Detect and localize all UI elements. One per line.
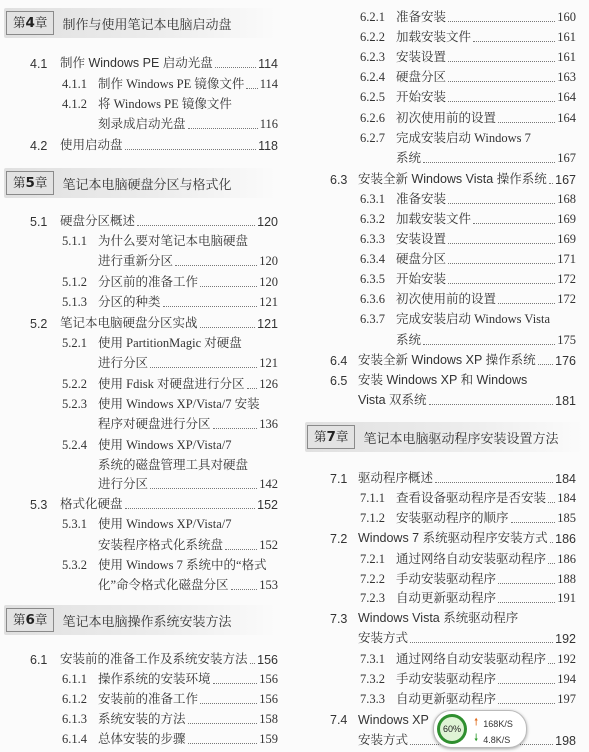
toc-entry[interactable] bbox=[360, 571, 576, 587]
toc-entry[interactable] bbox=[360, 311, 576, 327]
toc-entry-number: 7.3.3 bbox=[360, 692, 385, 706]
toc-entry-number: 7.3.1 bbox=[360, 652, 385, 666]
toc-entry-title: 分区的种类 bbox=[98, 295, 161, 309]
upload-arrow-icon: 🠕 bbox=[474, 717, 479, 728]
toc-entry[interactable] bbox=[62, 671, 278, 687]
toc-entry-title: 完成安装启动 Windows 7 bbox=[396, 131, 531, 145]
toc-entry[interactable] bbox=[30, 55, 278, 71]
dot-leader bbox=[548, 663, 555, 664]
toc-entry-page: 188 bbox=[557, 572, 576, 586]
toc-entry-title: 进行分区 bbox=[98, 477, 149, 491]
toc-entry-number: 6.3.7 bbox=[360, 312, 385, 326]
dot-leader bbox=[550, 542, 554, 543]
toc-entry[interactable] bbox=[396, 332, 576, 348]
dot-leader bbox=[125, 508, 256, 509]
toc-entry[interactable] bbox=[62, 437, 278, 453]
toc-entry[interactable] bbox=[360, 191, 576, 207]
toc-entry-title: 自动更新驱动程序 bbox=[396, 591, 497, 605]
toc-entry-title: 使用 Windows XP/Vista/7 bbox=[98, 438, 232, 452]
toc-entry-title: 查看设备驱动程序是否安装 bbox=[396, 491, 547, 505]
toc-entry[interactable] bbox=[360, 490, 576, 506]
toc-entry-number: 7.4 bbox=[330, 713, 348, 727]
toc-entry-page: 121 bbox=[259, 295, 278, 309]
toc-entry-number: 6.1.4 bbox=[62, 732, 87, 746]
toc-entry[interactable] bbox=[330, 372, 576, 388]
download-speed: 🠗 4.8K/S bbox=[474, 731, 510, 748]
toc-entry-page: 186 bbox=[555, 532, 576, 546]
toc-entry-page: 158 bbox=[259, 712, 278, 726]
toc-entry-title: 为什么要对笔记本电脑硬盘 bbox=[98, 234, 249, 248]
toc-entry-number: 6.3.6 bbox=[360, 292, 385, 306]
toc-entry-page: 184 bbox=[557, 491, 576, 505]
toc-entry-title: 加载安装文件 bbox=[396, 212, 472, 226]
toc-entry-title: 刻录成启动光盘 bbox=[98, 117, 186, 131]
chapter-title: 制作与使用笔记本电脑启动盘 bbox=[62, 17, 232, 33]
toc-entry-page: 153 bbox=[259, 578, 278, 592]
chapter-6-header bbox=[6, 605, 231, 635]
toc-entry-number: 5.2 bbox=[30, 317, 48, 331]
toc-entry-number: 5.2.1 bbox=[62, 336, 87, 350]
toc-entry[interactable] bbox=[330, 171, 576, 187]
toc-entry-title: 准备安装 bbox=[396, 10, 447, 24]
toc-entry[interactable] bbox=[62, 96, 278, 112]
dot-leader bbox=[246, 88, 257, 89]
dot-leader bbox=[215, 67, 256, 68]
toc-entry-title: 硬盘分区 bbox=[396, 70, 447, 84]
dot-leader bbox=[231, 589, 258, 590]
toc-entry-title: 手动安装驱动程序 bbox=[396, 672, 497, 686]
dot-leader bbox=[188, 128, 258, 129]
dot-leader bbox=[538, 364, 554, 365]
toc-entry[interactable] bbox=[360, 590, 576, 606]
toc-entry-title: 准备安装 bbox=[396, 192, 447, 206]
toc-entry-title: 化”命令格式化磁盘分区 bbox=[98, 578, 229, 592]
dot-leader bbox=[175, 265, 257, 266]
toc-entry-title: 驱动程序概述 bbox=[358, 471, 434, 485]
toc-entry-title: Windows Vista 系统驱动程序 bbox=[358, 611, 519, 625]
toc-entry-number: 6.1 bbox=[30, 653, 48, 667]
toc-entry-number: 6.2.2 bbox=[360, 30, 385, 44]
toc-entry-title: 安装全新 Windows XP 操作系统 bbox=[358, 353, 536, 367]
chapter-badge: 第4章 bbox=[6, 11, 54, 35]
toc-entry-title: 使用 Fdisk 对硬盘进行分区 bbox=[98, 377, 245, 391]
toc-entry-page: 192 bbox=[555, 632, 576, 646]
toc-entry-page: 120 bbox=[259, 275, 278, 289]
toc-entry-title: 使用 Windows 7 系统中的“格式 bbox=[98, 558, 267, 572]
toc-entry-title: 开始安装 bbox=[396, 90, 447, 104]
toc-entry[interactable] bbox=[330, 470, 576, 486]
toc-entry-number: 7.3 bbox=[330, 612, 348, 626]
dot-leader bbox=[250, 663, 256, 664]
toc-entry-number: 7.1.1 bbox=[360, 491, 385, 505]
dot-leader bbox=[200, 703, 257, 704]
toc-entry-title: 通过网络自动安装驱动程序 bbox=[396, 652, 547, 666]
toc-entry-number: 5.3.2 bbox=[62, 558, 87, 572]
toc-entry[interactable] bbox=[98, 416, 278, 432]
toc-entry-title: 加载安装文件 bbox=[396, 30, 472, 44]
toc-entry-page: 156 bbox=[257, 653, 278, 667]
toc-entry-page: 172 bbox=[557, 272, 576, 286]
toc-entry[interactable] bbox=[360, 69, 576, 85]
toc-entry[interactable] bbox=[360, 271, 576, 287]
toc-entry-title: 初次使用前的设置 bbox=[396, 111, 497, 125]
toc-entry-number: 6.3.3 bbox=[360, 232, 385, 246]
toc-entry-title: 完成安装启动 Windows Vista bbox=[396, 312, 551, 326]
toc-entry-number: 4.1.1 bbox=[62, 77, 87, 91]
toc-entry-title: 安装设置 bbox=[396, 50, 447, 64]
dot-leader bbox=[150, 367, 257, 368]
toc-entry-title: 使用启动盘 bbox=[60, 138, 123, 152]
dot-leader bbox=[200, 286, 257, 287]
toc-entry-title: 总体安装的步骤 bbox=[98, 732, 186, 746]
toc-entry[interactable] bbox=[62, 76, 278, 92]
toc-entry[interactable] bbox=[330, 352, 576, 368]
dot-leader bbox=[137, 225, 255, 226]
dot-leader bbox=[498, 602, 555, 603]
toc-entry[interactable] bbox=[360, 110, 576, 126]
toc-entry-page: 160 bbox=[557, 10, 576, 24]
toc-entry-title: 手动安装驱动程序 bbox=[396, 572, 497, 586]
toc-entry[interactable] bbox=[396, 150, 576, 166]
toc-entry-number: 6.3 bbox=[330, 173, 348, 187]
toc-entry-page: 161 bbox=[557, 30, 576, 44]
dot-leader bbox=[213, 428, 258, 429]
toc-entry[interactable] bbox=[360, 510, 576, 526]
toc-entry-title: Windows XP bbox=[358, 713, 429, 727]
toc-entry-title: 安装驱动程序的顺序 bbox=[396, 511, 509, 525]
toc-entry-title: 使用 Windows XP/Vista/7 bbox=[98, 517, 232, 531]
toc-entry-title: 安装全新 Windows Vista 操作系统 bbox=[358, 172, 547, 186]
download-arrow-icon: 🠗 bbox=[474, 733, 479, 744]
toc-entry-page: 114 bbox=[258, 57, 278, 71]
chapter-7-header bbox=[307, 422, 558, 452]
toc-entry-page: 120 bbox=[257, 215, 278, 229]
toc-entry[interactable] bbox=[30, 137, 278, 153]
toc-entry[interactable] bbox=[62, 731, 278, 747]
dot-leader bbox=[448, 263, 555, 264]
chapter-title: 笔记本电脑硬盘分区与格式化 bbox=[62, 177, 232, 193]
toc-entry-page: 136 bbox=[259, 417, 278, 431]
toc-entry[interactable] bbox=[330, 610, 576, 626]
toc-entry-number: 5.2.2 bbox=[62, 377, 87, 391]
toc-entry-number: 6.2.5 bbox=[360, 90, 385, 104]
toc-entry-title: 安装前的准备工作 bbox=[98, 692, 199, 706]
toc-entry-title: Vista 双系统 bbox=[358, 393, 427, 407]
toc-entry-number: 5.3 bbox=[30, 498, 48, 512]
toc-entry-number: 6.3.5 bbox=[360, 272, 385, 286]
toc-entry-number: 5.1 bbox=[30, 215, 48, 229]
toc-entry-title: 安装 Windows XP 和 Windows bbox=[358, 373, 528, 387]
toc-entry-page: 116 bbox=[259, 117, 278, 131]
dot-leader bbox=[548, 563, 555, 564]
dot-leader bbox=[448, 203, 555, 204]
toc-entry-page: 185 bbox=[557, 511, 576, 525]
toc-entry[interactable] bbox=[30, 496, 278, 512]
toc-entry-title: 系统安装的方法 bbox=[98, 712, 186, 726]
dot-leader bbox=[200, 327, 256, 328]
toc-entry-page: 169 bbox=[557, 232, 576, 246]
toc-entry-title: 通过网络自动安装驱动程序 bbox=[396, 552, 547, 566]
toc-entry-page: 152 bbox=[259, 538, 278, 552]
toc-entry-page: 121 bbox=[257, 317, 278, 331]
toc-entry[interactable] bbox=[62, 557, 278, 573]
toc-entry-number: 5.1.2 bbox=[62, 275, 87, 289]
dot-leader bbox=[448, 243, 555, 244]
dot-leader bbox=[473, 41, 555, 42]
toc-entry[interactable] bbox=[30, 315, 278, 331]
dot-leader bbox=[448, 283, 555, 284]
toc-entry-title: 自动更新驱动程序 bbox=[396, 692, 497, 706]
toc-entry-number: 7.2.2 bbox=[360, 572, 385, 586]
dot-leader bbox=[247, 388, 258, 389]
chapter-badge: 第5章 bbox=[6, 171, 54, 195]
toc-entry-number: 6.2.3 bbox=[360, 50, 385, 64]
toc-entry-number: 7.1 bbox=[330, 472, 348, 486]
toc-entry[interactable] bbox=[62, 335, 278, 351]
chapter-title: 笔记本电脑驱动程序安装设置方法 bbox=[363, 431, 559, 447]
toc-entry-page: 152 bbox=[257, 498, 278, 512]
toc-entry[interactable] bbox=[360, 691, 576, 707]
dot-leader bbox=[498, 683, 555, 684]
toc-entry-page: 181 bbox=[555, 394, 576, 408]
toc-entry[interactable] bbox=[62, 376, 278, 392]
toc-entry-title: 进行分区 bbox=[98, 356, 149, 370]
toc-entry-number: 6.5 bbox=[330, 374, 348, 388]
toc-entry[interactable] bbox=[360, 89, 576, 105]
toc-entry-page: 118 bbox=[258, 139, 278, 153]
toc-entry-page: 167 bbox=[557, 151, 576, 165]
toc-entry-page: 121 bbox=[259, 356, 278, 370]
toc-entry-page: 120 bbox=[259, 254, 278, 268]
toc-entry-title: 系统 bbox=[396, 333, 422, 347]
toc-entry-page: 168 bbox=[557, 192, 576, 206]
toc-entry[interactable] bbox=[360, 211, 576, 227]
dot-leader bbox=[435, 482, 553, 483]
toc-entry-title: Windows 7 系统驱动程序安装方式 bbox=[358, 531, 548, 545]
toc-entry[interactable] bbox=[62, 711, 278, 727]
toc-entry-title: 格式化硬盘 bbox=[60, 497, 123, 511]
toc-entry-title: 操作系统的安装环境 bbox=[98, 672, 211, 686]
dot-leader bbox=[473, 223, 555, 224]
toc-entry-page: 171 bbox=[557, 252, 576, 266]
toc-entry-number: 6.2.4 bbox=[360, 70, 385, 84]
toc-entry-page: 167 bbox=[555, 173, 576, 187]
toc-entry-title: 系统的磁盘管理工具对硬盘 bbox=[98, 458, 249, 472]
usage-percent: 60% bbox=[440, 717, 464, 741]
toc-entry-page: 175 bbox=[557, 333, 576, 347]
toc-entry-number: 7.2.3 bbox=[360, 591, 385, 605]
dot-leader bbox=[423, 344, 555, 345]
toc-entry-title: 进行重新分区 bbox=[98, 254, 174, 268]
toc-entry-number: 6.2.7 bbox=[360, 131, 385, 145]
toc-entry-page: 197 bbox=[557, 692, 576, 706]
toc-entry-title: 开始安装 bbox=[396, 272, 447, 286]
dot-leader bbox=[188, 743, 258, 744]
toc-entry-number: 5.2.3 bbox=[62, 397, 87, 411]
toc-entry-title: 分区前的准备工作 bbox=[98, 275, 199, 289]
toc-entry-number: 7.2 bbox=[330, 532, 348, 546]
toc-entry-title: 程序对硬盘进行分区 bbox=[98, 417, 211, 431]
toc-entry-title: 使用 Windows XP/Vista/7 安装 bbox=[98, 397, 260, 411]
toc-entry-number: 5.3.1 bbox=[62, 517, 87, 531]
dot-leader bbox=[498, 122, 555, 123]
chapter-title: 笔记本电脑操作系统安装方法 bbox=[62, 614, 232, 630]
dot-leader bbox=[448, 81, 555, 82]
chapter-badge: 第7章 bbox=[307, 425, 355, 449]
toc-entry-title: 安装设置 bbox=[396, 232, 447, 246]
dot-leader bbox=[150, 488, 257, 489]
toc-entry[interactable] bbox=[62, 294, 278, 310]
toc-entry-number: 6.1.1 bbox=[62, 672, 87, 686]
toc-entry-page: 163 bbox=[557, 70, 576, 84]
toc-entry[interactable] bbox=[62, 274, 278, 290]
toc-entry-page: 192 bbox=[557, 652, 576, 666]
toc-entry-title: 安装方式 bbox=[358, 631, 409, 645]
upload-speed: 🠕 168K/S bbox=[474, 715, 513, 732]
usage-ring bbox=[437, 714, 467, 744]
dot-leader bbox=[448, 21, 555, 22]
toc-entry-number: 6.1.2 bbox=[62, 692, 87, 706]
toc-entry[interactable] bbox=[98, 253, 278, 269]
toc-entry-number: 7.3.2 bbox=[360, 672, 385, 686]
toc-entry-title: 硬盘分区 bbox=[396, 252, 447, 266]
toc-entry-title: 使用 PartitionMagic 对硬盘 bbox=[98, 336, 242, 350]
toc-entry[interactable] bbox=[62, 516, 278, 532]
toc-entry-page: 156 bbox=[259, 692, 278, 706]
toc-entry-title: 笔记本电脑硬盘分区实战 bbox=[60, 316, 198, 330]
toc-entry-number: 6.2.6 bbox=[360, 111, 385, 125]
toc-entry-number: 7.1.2 bbox=[360, 511, 385, 525]
network-speed-widget[interactable] bbox=[433, 710, 527, 748]
dot-leader bbox=[498, 303, 555, 304]
dot-leader bbox=[511, 522, 556, 523]
toc-entry-page: 161 bbox=[557, 50, 576, 64]
dot-leader bbox=[188, 723, 258, 724]
dot-leader bbox=[225, 549, 257, 550]
toc-entry-title: 安装程序格式化系统盘 bbox=[98, 538, 224, 552]
toc-entry-page: 159 bbox=[259, 732, 278, 746]
toc-entry-title: 安装方式 bbox=[358, 733, 409, 747]
toc-entry-number: 6.3.2 bbox=[360, 212, 385, 226]
toc-entry[interactable] bbox=[360, 29, 576, 45]
toc-entry[interactable] bbox=[98, 537, 278, 553]
chapter-4-header bbox=[6, 8, 231, 38]
toc-entry[interactable] bbox=[98, 457, 278, 473]
dot-leader bbox=[498, 703, 555, 704]
dot-leader bbox=[448, 61, 555, 62]
toc-entry-number: 6.4 bbox=[330, 354, 348, 368]
toc-entry-title: 硬盘分区概述 bbox=[60, 214, 136, 228]
toc-entry-title: 将 Windows PE 镜像文件 bbox=[98, 97, 232, 111]
dot-leader bbox=[549, 183, 553, 184]
toc-entry-number: 5.1.3 bbox=[62, 295, 87, 309]
toc-entry-title: 系统 bbox=[396, 151, 422, 165]
dot-leader bbox=[498, 583, 555, 584]
chapter-badge: 第6章 bbox=[6, 608, 54, 632]
toc-entry-title: 制作 Windows PE 镜像文件 bbox=[98, 77, 245, 91]
toc-entry[interactable] bbox=[62, 233, 278, 249]
dot-leader bbox=[423, 162, 555, 163]
toc-entry-page: 186 bbox=[557, 552, 576, 566]
toc-entry[interactable] bbox=[98, 476, 278, 492]
toc-entry[interactable] bbox=[330, 530, 576, 546]
dot-leader bbox=[429, 404, 554, 405]
toc-entry-page: 114 bbox=[259, 77, 278, 91]
toc-entry[interactable] bbox=[358, 630, 576, 646]
toc-entry-page: 126 bbox=[259, 377, 278, 391]
toc-entry[interactable] bbox=[360, 231, 576, 247]
toc-entry[interactable] bbox=[30, 651, 278, 667]
dot-leader bbox=[213, 683, 258, 684]
toc-entry[interactable] bbox=[360, 130, 576, 146]
toc-entry-page: 156 bbox=[259, 672, 278, 686]
toc-entry-page: 169 bbox=[557, 212, 576, 226]
toc-entry-page: 164 bbox=[557, 90, 576, 104]
toc-entry-number: 4.1 bbox=[30, 57, 48, 71]
toc-entry-page: 172 bbox=[557, 292, 576, 306]
toc-entry-number: 6.1.3 bbox=[62, 712, 87, 726]
toc-entry[interactable] bbox=[360, 651, 576, 667]
toc-entry-number: 4.1.2 bbox=[62, 97, 87, 111]
toc-entry[interactable] bbox=[360, 49, 576, 65]
toc-entry[interactable] bbox=[358, 392, 576, 408]
toc-entry-number: 5.1.1 bbox=[62, 234, 87, 248]
toc-entry-page: 176 bbox=[555, 354, 576, 368]
toc-entry[interactable] bbox=[98, 355, 278, 371]
toc-entry[interactable] bbox=[360, 291, 576, 307]
toc-entry[interactable] bbox=[98, 116, 278, 132]
toc-entry[interactable] bbox=[360, 251, 576, 267]
toc-entry-page: 142 bbox=[259, 477, 278, 491]
toc-entry-page: 194 bbox=[557, 672, 576, 686]
toc-entry[interactable] bbox=[360, 9, 576, 25]
toc-entry-page: 184 bbox=[555, 472, 576, 486]
toc-entry[interactable] bbox=[360, 551, 576, 567]
dot-leader bbox=[548, 502, 555, 503]
dot-leader bbox=[410, 642, 553, 643]
toc-entry-number: 4.2 bbox=[30, 139, 48, 153]
toc-entry[interactable] bbox=[30, 213, 278, 229]
toc-entry-number: 7.2.1 bbox=[360, 552, 385, 566]
toc-entry-page: 191 bbox=[557, 591, 576, 605]
toc-entry-number: 6.3.1 bbox=[360, 192, 385, 206]
toc-entry-number: 6.3.4 bbox=[360, 252, 385, 266]
toc-entry-page: 164 bbox=[557, 111, 576, 125]
toc-entry-title: 安装前的准备工作及系统安装方法 bbox=[60, 652, 248, 666]
toc-entry[interactable] bbox=[62, 691, 278, 707]
dot-leader bbox=[448, 101, 555, 102]
toc-entry-number: 5.2.4 bbox=[62, 438, 87, 452]
dot-leader bbox=[163, 306, 258, 307]
toc-entry[interactable] bbox=[360, 671, 576, 687]
toc-entry-title: 初次使用前的设置 bbox=[396, 292, 497, 306]
chapter-5-header bbox=[6, 168, 231, 198]
dot-leader bbox=[125, 149, 257, 150]
toc-entry[interactable] bbox=[62, 396, 278, 412]
toc-entry-page: 198 bbox=[555, 734, 576, 748]
toc-entry[interactable] bbox=[98, 577, 278, 593]
toc-entry-number: 6.2.1 bbox=[360, 10, 385, 24]
toc-entry-title: 制作 Windows PE 启动光盘 bbox=[60, 56, 213, 70]
